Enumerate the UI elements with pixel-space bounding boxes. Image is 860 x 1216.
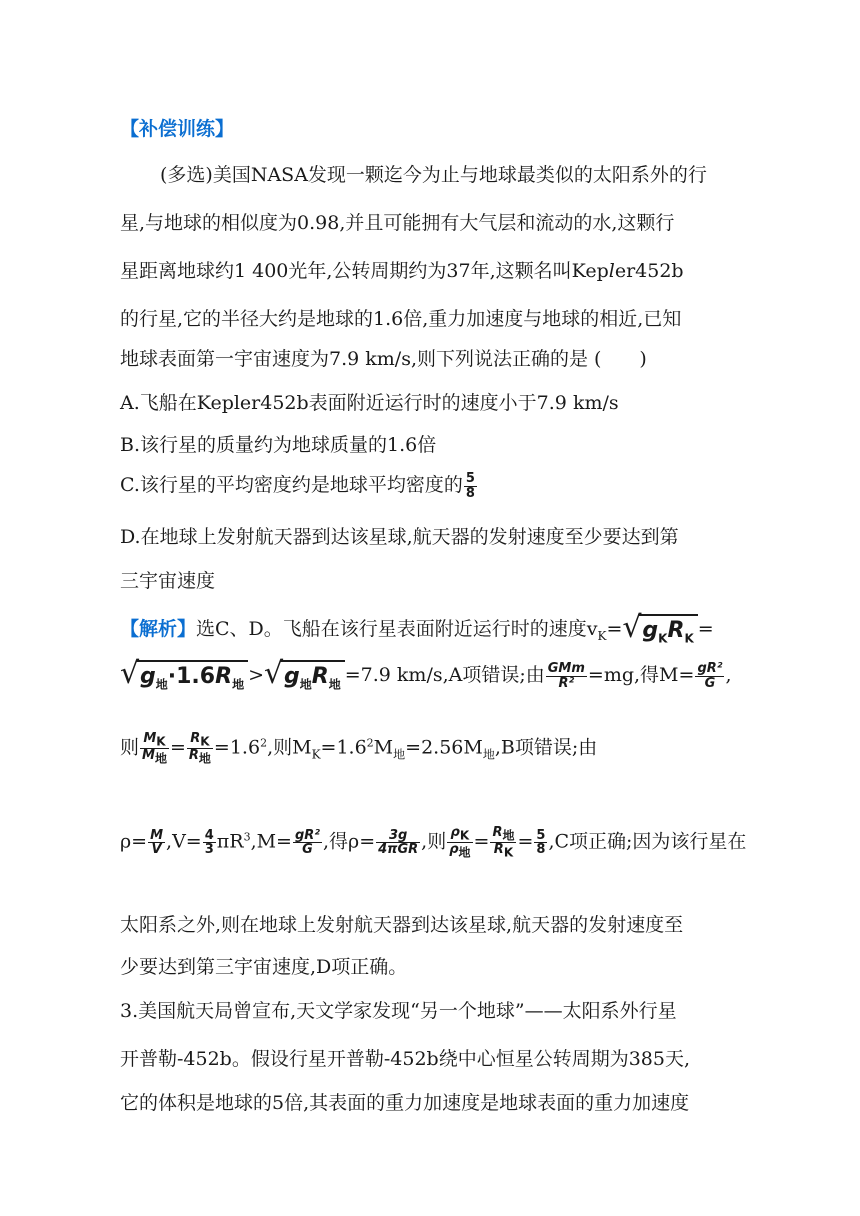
frac10-nums: 地 xyxy=(502,828,515,843)
frac1-den: R² xyxy=(558,675,575,691)
frac5-den: V xyxy=(151,842,162,858)
kepler-rest: er452b xyxy=(614,260,684,282)
solution-l3-pre: 则 xyxy=(120,736,140,759)
frac8-den: 4πGR xyxy=(378,842,419,858)
sq3-rs: 地 xyxy=(328,677,341,692)
frac3-nums: K xyxy=(156,734,166,749)
question-line-5: 地球表面第一宇宙速度为7.9 km/s,则下列说法正确的是 ( ) xyxy=(120,348,647,370)
solution-l3-eq: = xyxy=(169,736,186,759)
frac3-num: M xyxy=(143,731,157,746)
question-3-line-3: 它的体积是地球的5倍,其表面的重力加速度是地球表面的重力加速度 xyxy=(120,1092,690,1114)
solution-l3-di: 地 xyxy=(393,747,406,762)
option-d-line-2: 三宇宙速度 xyxy=(120,570,216,592)
solution-l3-end: ,B项错误;由 xyxy=(494,736,598,759)
solution-l4-v: ,V= xyxy=(166,830,202,853)
question-line-3-text: 星距离地球约1 400光年,公转周期约为37年,这颗名叫Kep xyxy=(120,260,609,282)
frac7-den: G xyxy=(302,842,313,858)
frac11-den: 8 xyxy=(536,842,546,858)
solution-eq: = xyxy=(606,618,623,640)
question-3-line-1: 3.美国航天局曾宣布,天文学家发现“另一个地球”——太阳系外行星 xyxy=(120,1000,677,1022)
sqrt-g-r: √ $g_地R_地$ xyxy=(264,660,345,692)
solution-l3-di2: 地 xyxy=(482,747,495,762)
frac9-den: ρ xyxy=(449,842,459,858)
question-3-line-2: 开普勒-452b。假设行星开普勒-452b绕中心恒星公转周期为385天, xyxy=(120,1048,691,1070)
frac8-num: 3g xyxy=(376,829,420,844)
solution-line-2 xyxy=(120,656,732,692)
solution-v-sub: K xyxy=(597,628,607,643)
frac9-nums: K xyxy=(459,828,470,843)
solution-line-5: 太阳系之外,则在地球上发射航天器到达该星球,航天器的发射速度至 xyxy=(120,914,684,936)
option-a: A.飞船在Kepler452b表面附近运行时的速度小于7.9 km/s xyxy=(120,392,619,414)
frac4-den: R xyxy=(188,748,199,764)
solution-l1: 选C、D。飞船在该行星表面附近运行时的速度v xyxy=(196,618,598,640)
section-heading: 【补偿训练】 xyxy=(120,118,235,140)
solution-l4-rho: ρ= xyxy=(120,830,148,853)
solution-line-1 xyxy=(120,610,714,646)
solution-l4-m: ,M= xyxy=(250,830,292,853)
kepler-italic-l: l xyxy=(608,260,615,282)
solution-l4-eq2: = xyxy=(517,830,534,853)
solution-l4-cube: 3 xyxy=(243,830,251,844)
option-c-text: C.该行星的平均密度约是地球平均密度的 xyxy=(120,474,463,496)
solution-line-6: 少要达到第三宇宙速度,D项正确。 xyxy=(120,956,408,978)
solution-l3-val: =1.6 xyxy=(213,736,261,759)
sq3-gs: 地 xyxy=(299,677,312,692)
frac5-num: M xyxy=(150,827,164,843)
frac6-den: 3 xyxy=(204,842,214,858)
sq2-g: g xyxy=(140,664,156,689)
frac3-dens: 地 xyxy=(154,751,167,766)
solution-l2-mid: =mg,得M= xyxy=(587,664,695,687)
frac6-num: 4 xyxy=(204,827,214,843)
sqrt-gk-rk: √ $g_KR_K$ xyxy=(622,614,697,645)
frac2-num: gR² xyxy=(697,661,723,677)
sq2-mid: ·1.6 xyxy=(167,664,216,689)
solution-l3-sq2: 2 xyxy=(366,736,374,750)
frac9-dens: 地 xyxy=(458,845,471,860)
frac7-num: gR² xyxy=(294,827,320,843)
sq2-r: R xyxy=(215,664,233,689)
frac1-num: GMm xyxy=(547,661,585,677)
sq1-g: g xyxy=(642,618,659,644)
solution-l3-mid: ,则M xyxy=(267,736,312,759)
solution-l3-mk: K xyxy=(311,747,321,762)
solution-l2-text: =7.9 km/s,A项错误;由 xyxy=(344,664,545,687)
solution-l4-end: ,C项正确;因为该行星在 xyxy=(548,830,747,853)
solution-label: 【解析】 xyxy=(120,618,197,640)
sq1-gs: K xyxy=(658,631,668,646)
frac10-dens: K xyxy=(503,845,514,860)
sq3-r: R xyxy=(311,664,329,689)
sq2-gs: 地 xyxy=(155,677,168,692)
solution-l2-end: , xyxy=(725,664,732,687)
frac4-dens: 地 xyxy=(198,751,211,766)
solution-l1-end: = xyxy=(697,618,714,640)
sq3-g: g xyxy=(284,664,300,689)
solution-l4-eq: = xyxy=(473,830,490,853)
frac10-den: R xyxy=(493,842,504,858)
option-d-line-1: D.在地球上发射航天器到达该星球,航天器的发射速度至少要达到第 xyxy=(120,526,679,548)
frac2-den: G xyxy=(704,675,716,691)
option-c xyxy=(120,470,478,500)
sq1-r: R xyxy=(667,618,685,644)
solution-l3-sq: 2 xyxy=(260,736,268,750)
frac4-num: R xyxy=(190,731,201,746)
greater-than: > xyxy=(248,664,264,687)
question-line-3 xyxy=(120,256,684,283)
solution-line-3 xyxy=(120,732,597,765)
question-line-2: 星,与地球的相似度为0.98,并且可能拥有大气层和流动的水,这颗行 xyxy=(120,212,675,234)
solution-l3-mid3: =2.56M xyxy=(405,736,483,759)
solution-line-4 xyxy=(120,826,746,859)
solution-l4-ze: ,则 xyxy=(421,830,447,853)
sq1-rs: K xyxy=(684,631,694,646)
frac4-nums: K xyxy=(200,734,210,749)
frac10-num: R xyxy=(492,825,503,840)
frac3-den: M xyxy=(142,748,155,764)
solution-l4-pi: πR xyxy=(216,830,244,853)
option-c-num: 5 xyxy=(465,470,475,486)
sqrt-g-16r: √ $g_地\cdot 1.6R_地$ xyxy=(120,660,248,692)
question-line-1: (多选)美国NASA发现一颗迄今为止与地球最类似的太阳系外的行 xyxy=(160,164,707,186)
sq2-rs: 地 xyxy=(232,677,245,692)
solution-l3-m: M xyxy=(373,736,394,759)
option-c-den: 8 xyxy=(465,485,475,501)
solution-l4-rho2: ,得ρ= xyxy=(323,830,376,853)
frac9-num: ρ xyxy=(450,825,460,840)
question-line-4: 的行星,它的半径大约是地球的1.6倍,重力加速度与地球的相近,已知 xyxy=(120,308,682,330)
option-b: B.该行星的质量约为地球质量的1.6倍 xyxy=(120,434,437,456)
solution-l3-mid2: =1.6 xyxy=(320,736,367,759)
frac11-num: 5 xyxy=(536,827,546,843)
